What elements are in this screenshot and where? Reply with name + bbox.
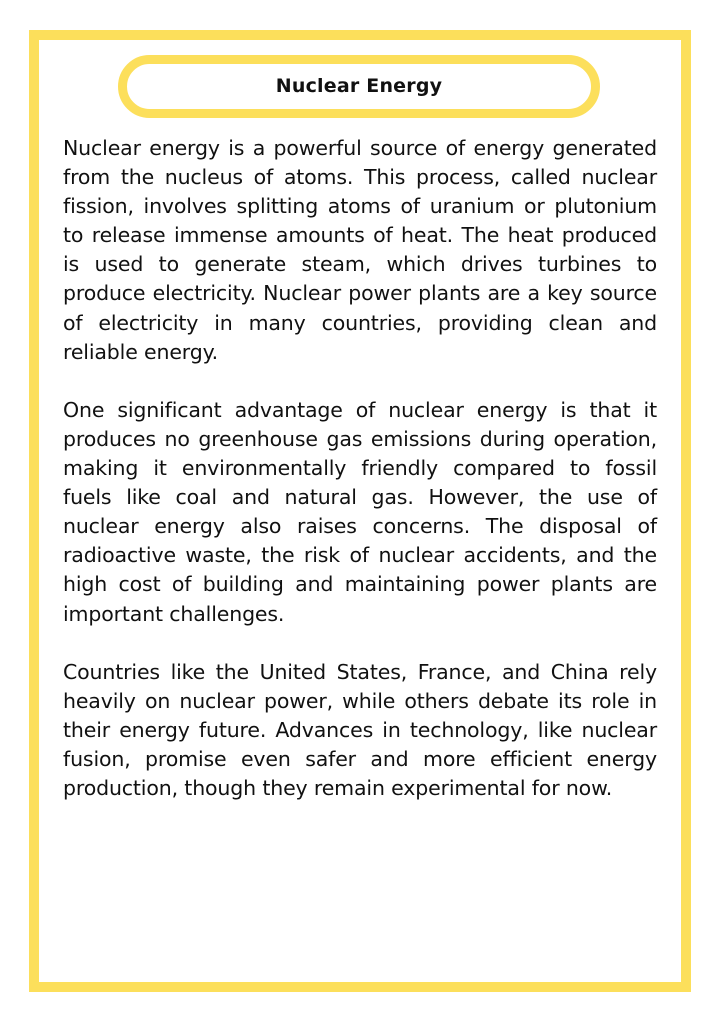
paragraph-2: One significant advantage of nuclear energy is that it produces no greenhouse gas emissions during operation, making it environmentally friendly compared to fossil fuels like coal and natural gas. However, the use of nuclear energy also raises concerns. The disposal of radioactive waste, the risk of nuclear accidents, and the high cost of building and maintaining power plants are important challenges. (63, 397, 657, 626)
paragraph-1: Nuclear energy is a powerful source of energy generated from the nucleus of atoms. This process, called nuclear fission, involves splitting atoms of uranium or plutonium to release immense amounts of heat. The heat produced is used to generate steam, which drives turbines to produce electricity. Nuclear power plants are a key source of electricity in many countries, providing clean and reliable energy. (63, 136, 657, 364)
article-body (63, 134, 657, 832)
title-banner (118, 55, 600, 118)
page-title: Nuclear Energy (275, 74, 443, 97)
paragraph-3: Countries like the United States, France, and China rely heavily on nuclear power, while others debate its role in their energy future. Advances in technology, like nuclear fusion, promise even safer and more efficient energy production, though they remain experimental for now. (63, 659, 657, 801)
